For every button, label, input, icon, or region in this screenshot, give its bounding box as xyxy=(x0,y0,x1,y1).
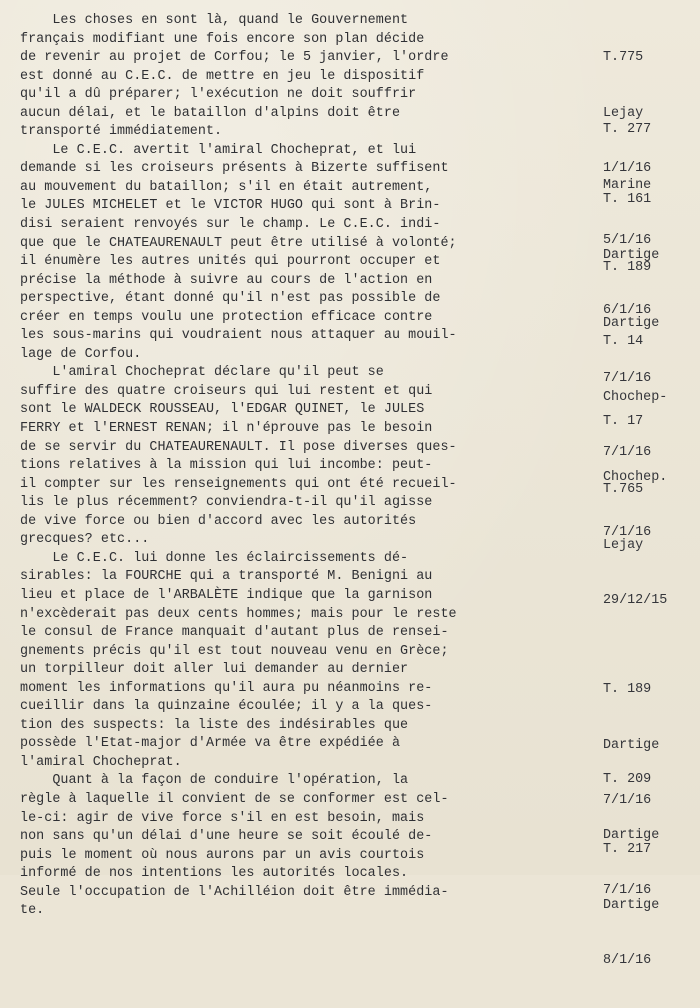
telegram-date: 6/1/16 xyxy=(603,303,652,319)
text-line: sirables: la FOURCHE qui a transporté M. Benigni au xyxy=(20,569,433,585)
text-line: il compter sur les renseignements qui ont été recueil- xyxy=(20,476,457,492)
text-line: sont le WALDECK ROUSSEAU, l'EDGAR QUINET, le JULES xyxy=(20,402,425,418)
telegram-sender: Lejay xyxy=(603,105,644,121)
text-line: le consul de France manquait d'autant plus de rensei- xyxy=(20,625,449,641)
telegram-sender: Dartige xyxy=(603,315,660,331)
telegram-sender: Dartige xyxy=(603,737,660,753)
text-line: les sous-marins qui voudraient nous attaquer au mouil- xyxy=(20,328,457,344)
margin-note-10 xyxy=(603,804,659,1008)
text-line: n'excèderait pas deux cents hommes; mais pour le reste xyxy=(20,606,457,622)
telegram-sender: Dartige xyxy=(603,827,660,843)
telegram-sender: Dartige xyxy=(603,247,660,263)
telegram-date: 7/1/16 xyxy=(603,371,652,387)
text-line: qu'il a dû préparer; l'exécution ne doit souffrir xyxy=(20,87,417,103)
text-line: lage de Corfou. xyxy=(20,346,142,362)
telegram-date: 7/1/16 xyxy=(603,525,652,541)
telegram-date: 1/1/16 xyxy=(603,161,652,177)
text-line: précise la méthode à suivre au cours de l'action en xyxy=(20,272,433,288)
text-line: est donné au C.E.C. de mettre en jeu le dispositif xyxy=(20,68,425,84)
text-line: règle à laquelle il convient de se conformer est cel- xyxy=(20,791,449,807)
text-line: Le C.E.C. avertit l'amiral Chocheprat, et lui xyxy=(20,142,417,158)
text-line: l'amiral Chocheprat. xyxy=(20,754,182,770)
text-line: suffire des quatre croiseurs qui lui restent et qui xyxy=(20,383,433,399)
text-line: te. xyxy=(20,903,45,919)
text-line: L'amiral Chocheprat déclare qu'il peut se xyxy=(20,365,384,381)
text-line: que que le CHATEAURENAULT peut être utilisé à volonté; xyxy=(20,235,457,251)
telegram-sender: Chochep- xyxy=(603,389,668,405)
main-text-column xyxy=(20,12,590,921)
text-line: Quant à la façon de conduire l'opération, la xyxy=(20,773,409,789)
text-line: moment les informations qu'il aura pu néanmoins re- xyxy=(20,680,433,696)
margin-note-7 xyxy=(603,444,667,648)
text-line: Les choses en sont là, quand le Gouvernement xyxy=(20,13,409,28)
text-line: il énumère les autres unités qui pourront occuper et xyxy=(20,254,441,270)
text-line: possède l'Etat-major d'Armée va être expédiée à xyxy=(20,736,401,752)
telegram-sender: Lejay xyxy=(603,537,644,553)
telegram-sender: Dartige xyxy=(603,897,660,913)
telegram-ref: T. 17 xyxy=(603,414,644,430)
telegram-date: 5/1/16 xyxy=(603,233,652,249)
text-line: français modifiant une fois encore son plan décide xyxy=(20,31,425,47)
text-line: tions relatives à la mission qui lui incombe: peut- xyxy=(20,458,433,474)
text-line: lieu et place de l'ARBALÈTE indique que la garnison xyxy=(20,587,433,603)
telegram-date: 8/1/16 xyxy=(603,953,652,969)
text-line: le JULES MICHELET et le VICTOR HUGO qui sont à Brin- xyxy=(20,198,441,214)
text-line: Le C.E.C. lui donne les éclaircissements dé- xyxy=(20,550,409,566)
text-line: lis le plus récemment? conviendra-t-il qu'il agisse xyxy=(20,495,433,511)
telegram-ref: T.775 xyxy=(603,50,644,66)
telegram-ref: T.765 xyxy=(603,482,644,498)
text-line: non sans qu'un délai d'une heure se soit écoulé de- xyxy=(20,829,433,845)
telegram-date: 7/1/16 xyxy=(603,883,652,899)
text-line: grecques? etc... xyxy=(20,532,150,548)
text-line: de vive force ou bien d'accord avec les autorités xyxy=(20,513,417,529)
text-line: perspective, étant donné qu'il n'est pas possible de xyxy=(20,291,441,307)
text-line: aucun délai, et le bataillon d'alpins doit être xyxy=(20,105,401,121)
telegram-ref: T. 277 xyxy=(603,122,652,138)
telegram-date: 7/1/16 xyxy=(603,445,652,461)
text-line: demande si les croiseurs présents à Bizerte suffisent xyxy=(20,161,449,177)
text-line: disi seraient renvoyés sur le champ. Le C.E.C. indi- xyxy=(20,217,441,233)
text-line: créer en temps voulu une protection efficace contre xyxy=(20,309,433,325)
telegram-ref: T. 189 xyxy=(603,260,652,276)
text-line: au mouvement du bataillon; s'il en était autrement, xyxy=(20,179,433,195)
telegram-sender: Chochep. xyxy=(603,469,668,485)
telegram-ref: T. 14 xyxy=(603,334,644,350)
telegram-ref: T. 217 xyxy=(603,842,652,858)
text-line: de se servir du CHATEAURENAULT. Il pose diverses ques- xyxy=(20,439,457,455)
text-line: gnements précis qu'il est tout nouveau venu en Grèce; xyxy=(20,643,449,659)
telegram-date: 7/1/16 xyxy=(603,793,652,809)
telegram-sender: Marine xyxy=(603,177,652,193)
text-line: puis le moment où nous aurons par un avis courtois xyxy=(20,847,425,863)
text-line: transporté immédiatement. xyxy=(20,124,223,140)
text-line: FERRY et l'ERNEST RENAN; il n'éprouve pas le besoin xyxy=(20,421,433,437)
text-line: tion des suspects: la liste des indésirables que xyxy=(20,717,409,733)
telegram-ref: T. 161 xyxy=(603,192,652,208)
text-line: de revenir au projet de Corfou; le 5 janvier, l'ordre xyxy=(20,50,449,66)
text-line: Seule l'occupation de l'Achilléion doit être immédia- xyxy=(20,884,449,900)
telegram-ref: T. 209 xyxy=(603,772,652,788)
telegram-date: 29/12/15 xyxy=(603,593,668,609)
text-line: un torpilleur doit aller lui demander au dernier xyxy=(20,662,409,678)
text-line: cueillir dans la quinzaine écoulée; il y a la ques- xyxy=(20,699,433,715)
text-line: le-ci: agir de vive force s'il en est besoin, mais xyxy=(20,810,425,826)
telegram-ref: T. 189 xyxy=(603,682,652,698)
text-line: informé de nos intentions les autorités locales. xyxy=(20,866,409,882)
